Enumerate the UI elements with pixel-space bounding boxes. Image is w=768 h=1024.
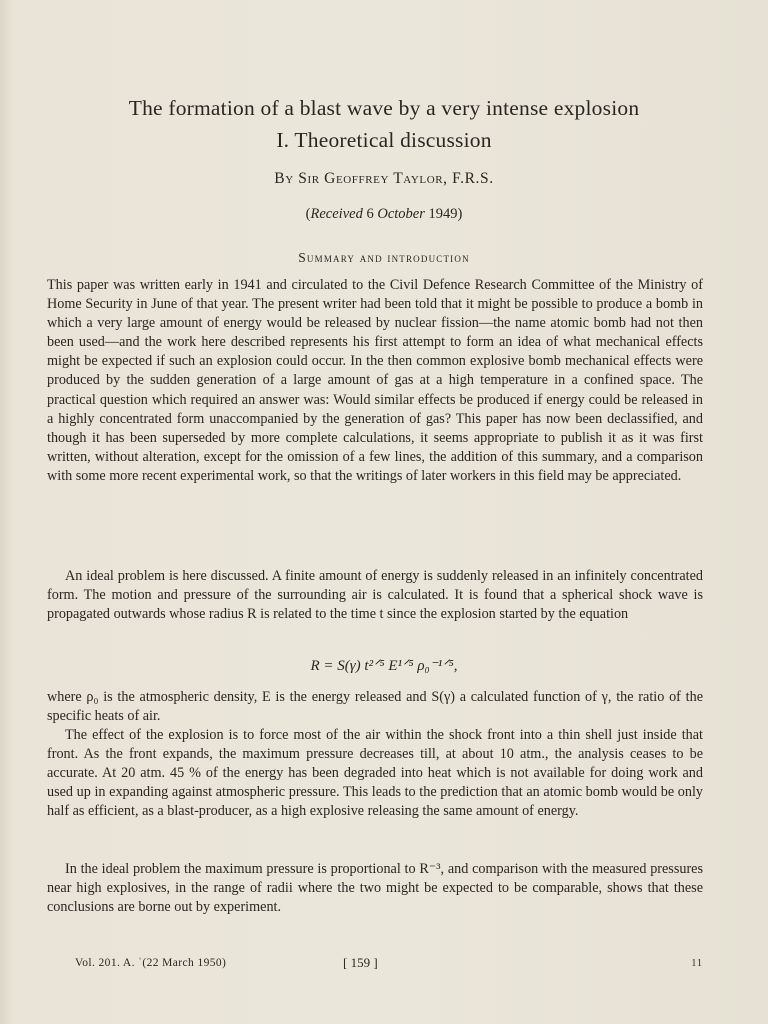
received-month: October [377,206,425,222]
footer-page-number: [ 159 ] [343,955,378,970]
received-day: 6 [362,206,378,222]
paper-title-line-2: I. Theoretical discussion [276,128,492,152]
received-open: ( [305,206,311,222]
paragraph-ideal-problem: An ideal problem is here discussed. A finite amount of energy is suddenly released in an infinitely concentrated form. The motion and pressure of the surrounding air is calculated. It is found that a spherical shock wave is propagated outwards whose radius R is related to the time t since the explosion started by the equation [47,568,703,623]
section-heading: Summary and introduction [298,250,470,265]
equation-radius: R = S(γ) t²ᐟ⁵ E¹ᐟ⁵ ρ₀⁻¹ᐟ⁵, [310,658,458,674]
paragraph-where: where ρ₀ is the atmospheric density, E is the energy released and S(γ) a calculated function of γ, the ratio of the specific heats of air. [47,689,703,725]
paragraph-comparison: In the ideal problem the maximum pressure is proportional to R⁻³, and comparison with the measured pressures near high explosives, in the range of radii where the two might be expected to be comparable, shows that these conclusions are borne out by experiment. [47,861,703,916]
received-label: Received [310,206,363,222]
paper-title-line-1: The formation of a blast wave by a very intense explosion [128,96,640,120]
footer-signature: 11 [691,958,703,969]
author-byline: By Sir Geoffrey Taylor, F.R.S. [274,170,494,187]
footer-volume: Vol. 201. A. ˈ(22 March 1950) [75,957,227,969]
page-footer [47,955,703,975]
paragraph-summary: This paper was written early in 1941 and circulated to the Civil Defence Research Committee of the Ministry of Home Security in June of that year. The present writer had been told that it might be possible to produce a bomb in which a very large amount of energy would be released by nuclear fission—the name atomic bomb had not then been used—and the work here described represents his first attempt to form an idea of what mechanical effects might be expected if such an explosion could occur. In the then common explosive bomb mechanical effects were produced by the sudden generation of a large amount of gas at a high temperature in a confined space. The practical question which required an answer was: Would similar effects be produced if energy could be released in a highly concentrated form unaccompanied by the generation of gas? This paper has now been declassified, and though it has been superseded by more complete calculations, it seems appropriate to publish it as it was first written, without alteration, except for the omission of a few lines, the addition of this summary, and a comparison with some more recent experimental work, so that the writings of later workers in this field may be appreciated. [47,277,703,484]
paragraph-effect: The effect of the explosion is to force most of the air within the shock front into a thin shell just inside that front. As the front expands, the maximum pressure decreases till, at about 10 atm., the analysis ceases to be accurate. At 20 atm. 45 % of the energy has been degraded into heat which is not available for doing work and used up in expanding against atmospheric pressure. This leads to the prediction that an atomic bomb would be only half as efficient, as a blast-producer, as a high explosive releasing the same amount of energy. [47,727,703,820]
received-date [0,206,768,223]
received-year: 1949) [424,206,463,222]
